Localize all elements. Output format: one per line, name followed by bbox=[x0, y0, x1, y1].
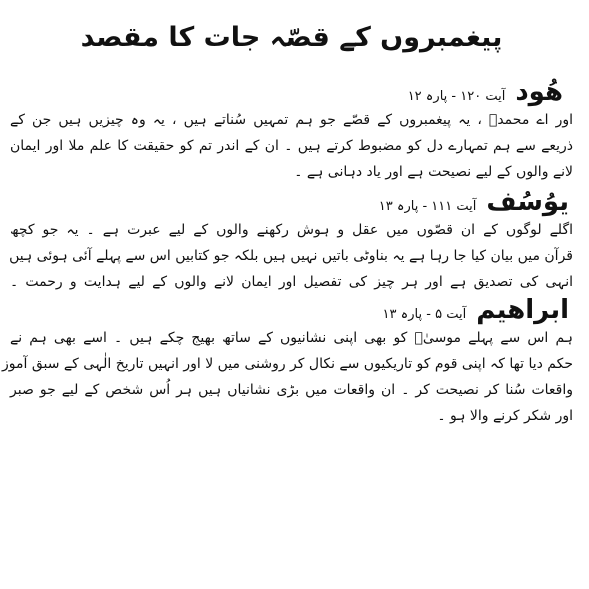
section-ibrahim bbox=[2, 295, 573, 429]
surah-heading: ھُود bbox=[515, 77, 563, 107]
surah-heading: یوُسُف bbox=[486, 187, 569, 217]
text-line: ہم اس سے پہلے موسیٰؑ کو بھی اپنی نشانیوں کے ساتھ بھیج چکے ہیں ۔ اسے بھی ہم نے bbox=[10, 330, 573, 346]
section-yusuf bbox=[10, 189, 573, 295]
text-line: قرآن میں بیان کیا جا رہا ہے یہ بناوٹی باتیں نہیں ہیں بلکہ جو کتابیں اس سے پہلے آئی ہوئی ہیں bbox=[9, 248, 573, 264]
text-line: اور اے محمدؐ ، یہ پیغمبروں کے قصّے جو ہم تمہیں سُناتے ہیں ، یہ وہ چیزیں ہیں جن کے bbox=[10, 112, 573, 128]
surah-heading: ابراھیم bbox=[476, 295, 569, 325]
verse-reference: آیت ۱۲۰ - پارہ ۱۲ bbox=[407, 89, 506, 104]
page-title: پیغمبروں کے قصّہ جات کا مقصد bbox=[80, 22, 503, 53]
verse-reference: آیت ۵ - پارہ ۱۳ bbox=[382, 307, 467, 322]
section-header bbox=[10, 297, 573, 323]
text-line: اور شکر کرنے والا ہو ۔ bbox=[437, 408, 573, 424]
text-line: ذریعے سے ہم تمہارے دل کو مضبوط کرتے ہیں ۔ ان کے اندر تم کو حقیقت کا علم ملا اور ایمان bbox=[10, 138, 573, 154]
verse-reference: آیت ۱۱۱ - پارہ ۱۳ bbox=[378, 199, 477, 214]
section-header bbox=[10, 189, 573, 215]
section-hud bbox=[10, 79, 573, 185]
text-line: لانے والوں کے لیے نصیحت ہے اور یاد دہانی ہے ۔ bbox=[294, 164, 573, 180]
text-line: حکم دیا تھا کہ اپنی قوم کو تاریکیوں سے نکال کر روشنی میں لا اور انہیں تاریخ الٰہی کے سبق آموز bbox=[2, 356, 573, 372]
text-line: اگلے لوگوں کے ان قصّوں میں عقل و ہوش رکھنے والوں کے لیے عبرت ہے ۔ یہ جو کچھ bbox=[10, 222, 573, 238]
text-line: واقعات سُنا کر نصیحت کر ۔ ان واقعات میں بڑی نشانیاں ہیں ہر اُس شخص کے لیے جو صبر bbox=[10, 382, 573, 398]
section-header bbox=[10, 79, 573, 105]
text-line: انہی کی تصدیق ہے اور ہر چیز کی تفصیل اور ایمان لانے والوں کے لیے ہدایت و رحمت ۔ bbox=[10, 274, 573, 290]
